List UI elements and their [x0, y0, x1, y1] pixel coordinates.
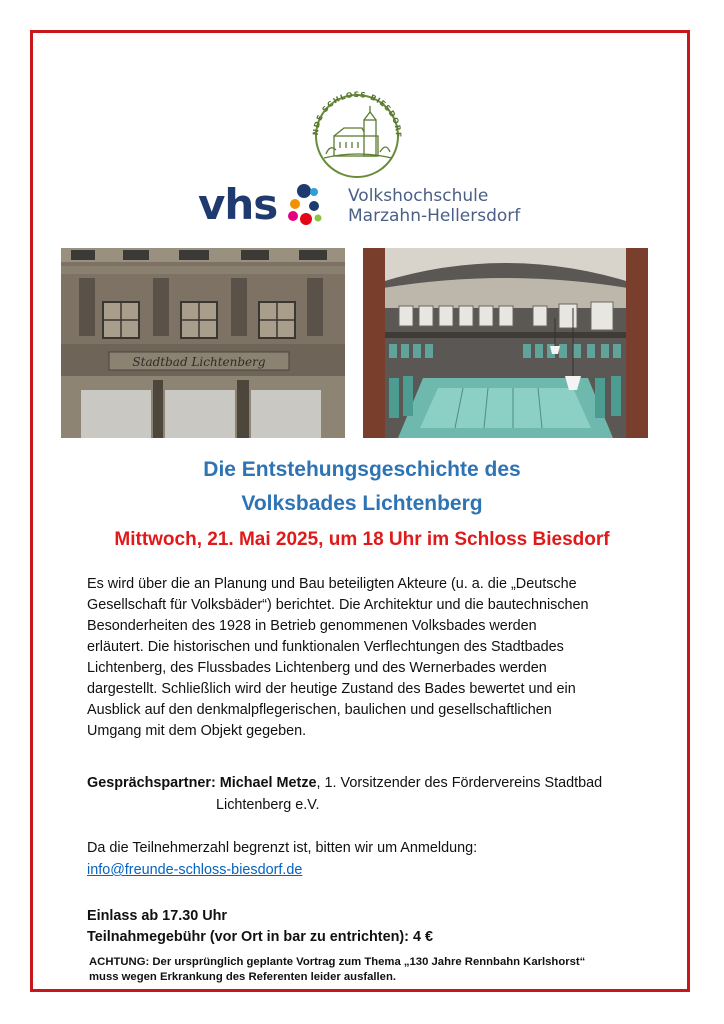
vhs-name [348, 186, 520, 226]
event-title-line1: Die Entstehungsgeschichte des [203, 458, 521, 481]
club-ring-text: NDE SCHLOSS BIESDORF [310, 89, 404, 139]
description-line: dargestellt. Schließlich wird der heutige Zustand des Bades bewertet und ein [87, 681, 576, 697]
cancellation-notice [89, 955, 585, 985]
facade-sign-text: Stadtbad Lichtenberg [132, 355, 266, 369]
vhs-name-line1: Volkshochschule [348, 186, 489, 206]
facade-photo [61, 248, 345, 438]
vhs-logo [198, 180, 528, 230]
svg-text:FREUNDE SCHLOSS BIESDORF e.V. [300, 86, 403, 138]
speaker-role-continued: Lichtenberg e.V. [216, 797, 320, 813]
description-line: Lichtenberg, des Flussbades Lichtenberg und des Wernerbades werden [87, 660, 547, 676]
description-line: Umgang mit dem Objekt gegeben. [87, 723, 307, 739]
admission-fee: Teilnahmegebühr (vor Ort in bar zu entrichten): 4 € [87, 929, 433, 945]
vhs-name-line2: Marzahn-Hellersdorf [348, 206, 521, 226]
event-description [87, 574, 647, 742]
vhs-dots-icon [284, 182, 328, 228]
description-line: Ausblick auf den denkmalpflegerischen, baulichen und gesellschaftlichen [87, 702, 552, 718]
notice-line1: ACHTUNG: Der ursprünglich geplante Vortrag zum Thema „130 Jahre Rennbahn Karlshorst“ [89, 956, 586, 968]
description-line: Gesellschaft für Volksbäder“) berichtet. Die Architektur und die bautechnischen [87, 597, 589, 613]
registration-text: Da die Teilnehmerzahl begrenzt ist, bitten wir um Anmeldung: [87, 840, 478, 856]
speaker-label: Gesprächspartner: [87, 775, 216, 791]
notice-line2: muss wegen Erkrankung des Referenten leider ausfallen. [89, 971, 397, 983]
event-date: Mittwoch, 21. Mai 2025, um 18 Uhr im Schloss Biesdorf [114, 529, 610, 550]
vhs-wordmark: vhs [198, 180, 278, 229]
speaker-role: , 1. Vorsitzender des Fördervereins Stadtbad [316, 775, 603, 791]
description-line: erläutert. Die historischen und funktionalen Verflechtungen des Stadtbades [87, 639, 564, 655]
entry-time: Einlass ab 17.30 Uhr [87, 908, 227, 924]
registration-email-link[interactable]: info@freunde-schloss-biesdorf.de [87, 862, 303, 878]
pool-hall-photo [363, 248, 648, 438]
speaker-line [87, 773, 602, 794]
event-title-line2: Volksbades Lichtenberg [241, 492, 483, 515]
description-line: Es wird über die an Planung und Bau beteiligten Akteure (u. a. die „Deutsche [87, 576, 577, 592]
speaker-name: Michael Metze [219, 775, 317, 791]
description-line: Besonderheiten des 1928 in Betrieb genommenen Volksbades werden [87, 618, 537, 634]
club-logo [300, 86, 414, 180]
